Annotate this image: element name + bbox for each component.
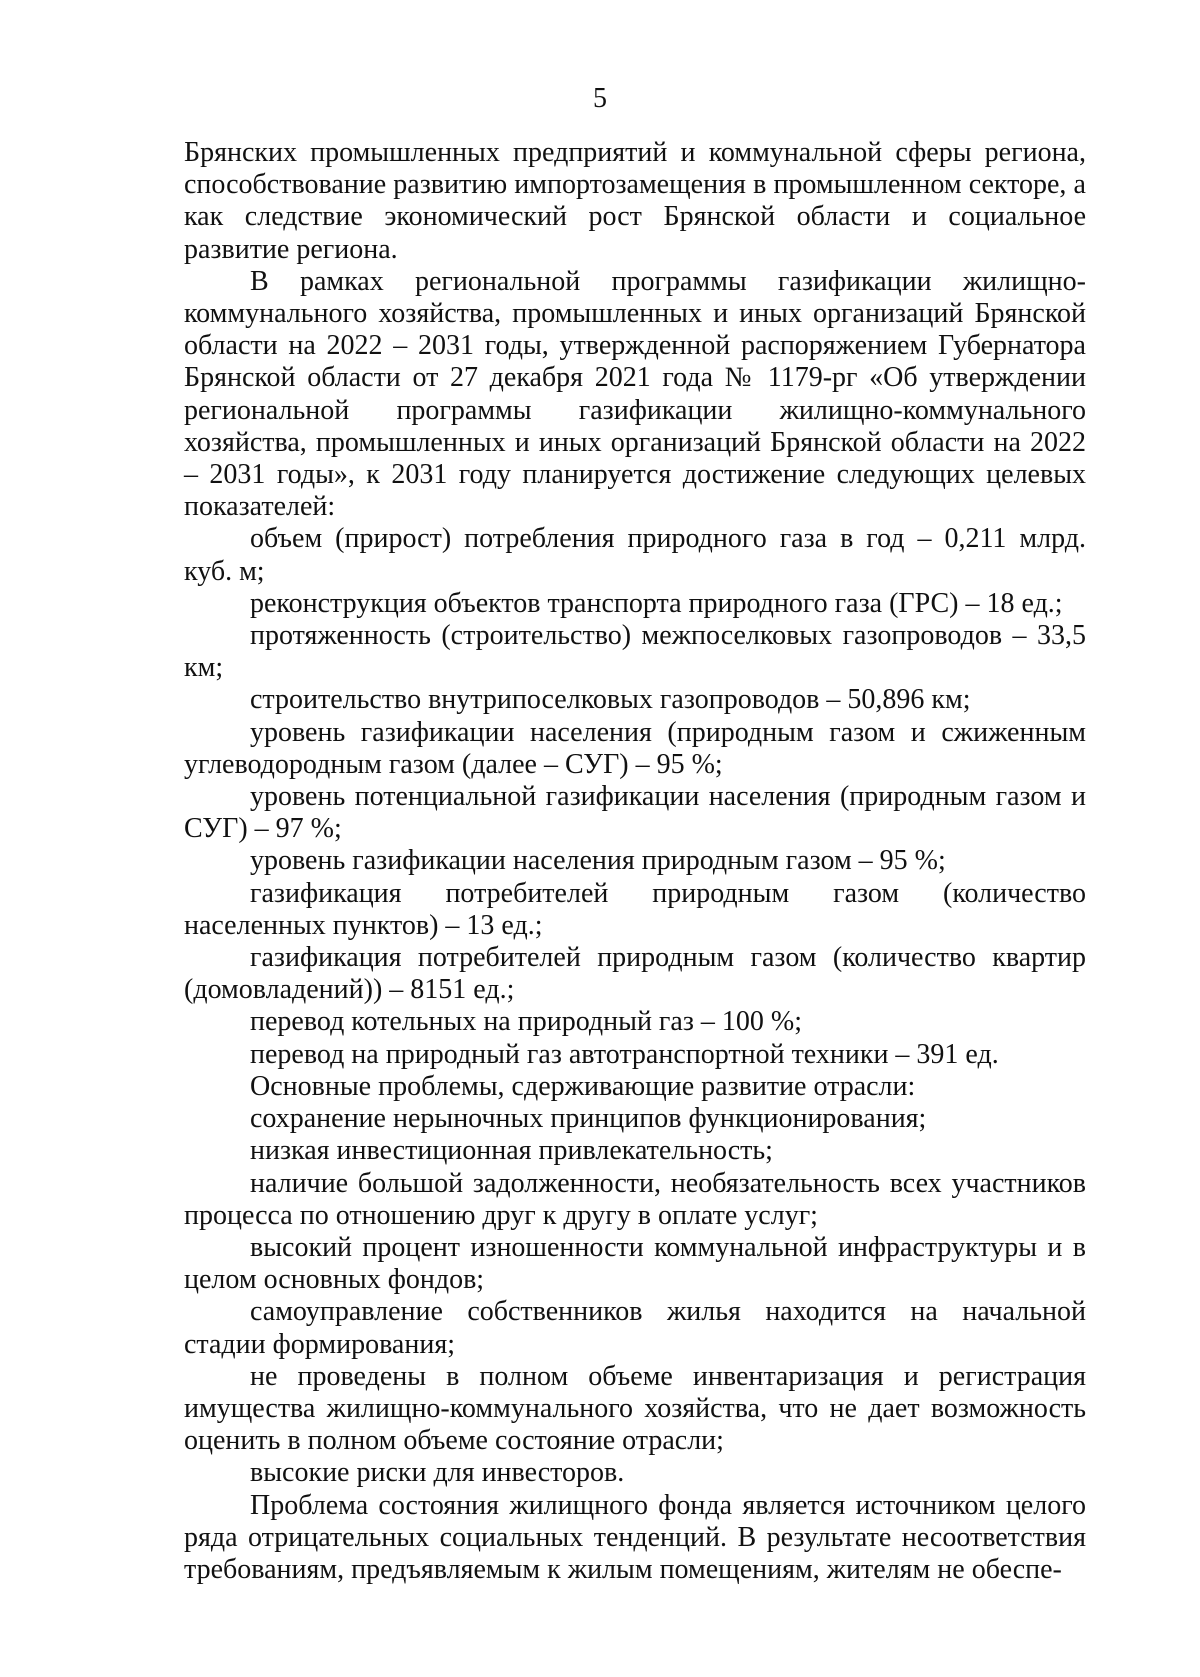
paragraph-gasification-level: уровень газификации населения (природным газом и сжиженным углеводородным газом (далее – СУГ) – 95 %; bbox=[184, 716, 1086, 780]
paragraph-intrasettlement-pipelines: строительство внутрипоселковых газопроводов – 50,896 км; bbox=[250, 684, 971, 716]
paragraph-main-problems: Основные проблемы, сдерживающие развитие отрасли: bbox=[250, 1070, 916, 1102]
paragraph-inventory: не проведены в полном объеме инвентаризация и регистрация имущества жилищно-коммунального хозяйства, что не дает возможность оценить в полном объеме состояние отрасли; bbox=[184, 1360, 1086, 1457]
page-number: 5 bbox=[593, 83, 607, 114]
paragraph-natural-gas-level: уровень газификации населения природным газом – 95 %; bbox=[250, 845, 946, 877]
paragraph-vehicle-conversion: перевод на природный газ автотранспортной техники – 391 ед. bbox=[250, 1038, 999, 1070]
paragraph-households-gasification: газификация потребителей природным газом (количество квартир (домовладений)) – 8151 ед.; bbox=[184, 942, 1086, 1006]
paragraph-boiler-conversion: перевод котельных на природный газ – 100 %; bbox=[250, 1006, 803, 1038]
paragraph-nonmarket-principles: сохранение нерыночных принципов функционирования; bbox=[250, 1103, 927, 1135]
paragraph-self-governance: самоуправление собственников жилья находится на начальной стадии формирования; bbox=[184, 1296, 1086, 1360]
paragraph-low-investment: низкая инвестиционная привлекательность; bbox=[250, 1135, 773, 1167]
paragraph-housing-stock: Проблема состояния жилищного фонда является источником целого ряда отрицательных социальных тенденций. В результате несоответствия требованиям, предъявляемым к жилым помещениям, жителям не обеспе- bbox=[184, 1489, 1086, 1585]
paragraph-intro-continuation: Брянских промышленных предприятий и коммунальной сферы региона, способствование развитию импортозамещения в промышленном секторе, а как следствие экономический рост Брянской области и социальное развитие региона. bbox=[184, 137, 1086, 265]
paragraph-potential-gasification: уровень потенциальной газификации населения (природным газом и СУГ) – 97 %; bbox=[184, 781, 1086, 845]
paragraph-investor-risks: высокие риски для инвесторов. bbox=[250, 1457, 625, 1489]
paragraph-gasification-program: В рамках региональной программы газификации жилищно-коммунального хозяйства, промышленных и иных организаций Брянской области на 2022 – 2031 годы, утвержденной распоряжением Губернатора Брянской области от 27 декабря 2021 года № 1179-рг «Об утверждении региональной программы газификации жилищно-коммунального хозяйства, промышленных и иных организаций Брянской области на 2022 – 2031 годы», к 2031 году планируется достижение следующих целевых показателей: bbox=[184, 265, 1086, 523]
paragraph-gas-consumption: объем (прирост) потребления природного газа в год – 0,211 млрд. куб. м; bbox=[184, 523, 1086, 587]
paragraph-debt: наличие большой задолженности, необязательность всех участников процесса по отношению друг к другу в оплате услуг; bbox=[184, 1167, 1086, 1231]
paragraph-settlements-gasification: газификация потребителей природным газом (количество населенных пунктов) – 13 ед.; bbox=[184, 877, 1086, 941]
paragraph-grs-reconstruction: реконструкция объектов транспорта природного газа (ГРС) – 18 ед.; bbox=[250, 587, 1063, 619]
paragraph-infrastructure-wear: высокий процент изношенности коммунальной инфраструктуры и в целом основных фондов; bbox=[184, 1231, 1086, 1296]
paragraph-intersettlement-pipelines: протяженность (строительство) межпоселковых газопроводов – 33,5 км; bbox=[184, 620, 1086, 684]
body-text bbox=[184, 137, 1086, 1586]
